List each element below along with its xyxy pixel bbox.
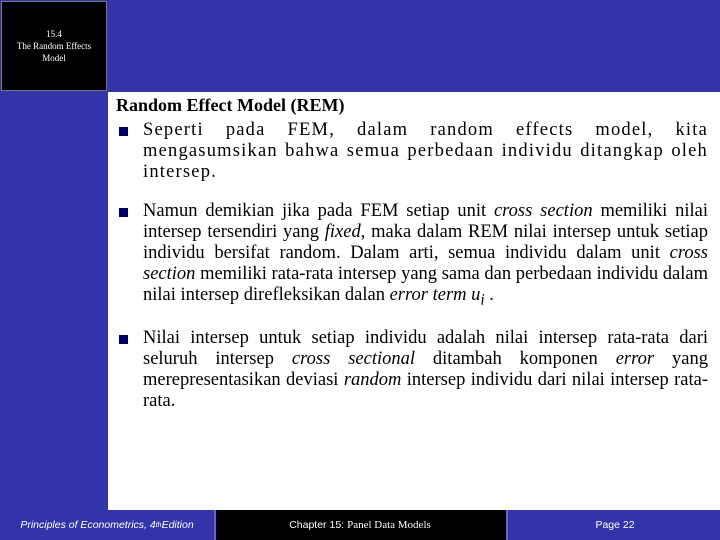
- footer-book-text: Principles of Econometrics, 4: [20, 519, 156, 531]
- slide-title: Random Effect Model (REM): [116, 95, 345, 115]
- square-bullet-icon: [119, 127, 128, 136]
- footer-book-title: [0, 510, 216, 540]
- bullet-3-part: ditambah komponen: [414, 348, 616, 369]
- sidebar-band: [0, 92, 108, 510]
- bullet-3-part: yang merepresentasikan deviasi: [143, 348, 708, 390]
- bullet-2-subscript: i: [480, 291, 485, 309]
- bullet-2-part: Namun demikian jika pada FEM setiap unit: [143, 201, 494, 221]
- bullet-3-italic: cross sectional: [291, 348, 415, 369]
- bullet-2-part: memiliki nilai intersep tersendiri yang: [143, 201, 708, 242]
- bullet-2-part: .: [484, 285, 494, 305]
- bullet-2-part: memiliki rata-rata intersep yang sama dan perbedaan individu dalam nilai intersep direfleksikan dalan: [143, 264, 708, 305]
- bullet-item-1: [116, 120, 708, 183]
- bullet-2-italic: cross section: [493, 201, 593, 221]
- bullet-2-italic: error term u: [389, 285, 481, 305]
- bullet-item-3: [116, 328, 708, 412]
- bullet-2-italic: fixed: [324, 222, 361, 242]
- bullet-2-text: [143, 201, 709, 309]
- footer-bar: [0, 510, 720, 540]
- bullet-item-2: [116, 201, 708, 311]
- footer-book-sup: th: [155, 521, 162, 529]
- bullet-3-part: intersep individu dari nilai intersep rata-rata.: [143, 369, 708, 411]
- footer-chapter: [216, 510, 504, 540]
- bullet-1-text: Seperti pada FEM, dalam random effects model, kita mengasumsikan bahwa semua perbedaan individu ditangkap oleh intersep.: [143, 120, 708, 182]
- bullet-3-text: [143, 328, 708, 411]
- bullet-2-italic: cross section: [143, 243, 708, 284]
- section-number: 15.4: [46, 29, 62, 39]
- section-title-line2: Model: [42, 53, 66, 63]
- bullet-3-italic: random: [343, 369, 402, 390]
- footer-page-number: Page 22: [506, 510, 720, 540]
- bullet-3-part: Nilai intersep untuk setiap individu adalah nilai intersep rata-rata dari seluruh intersep: [143, 327, 708, 369]
- header-band: [0, 0, 720, 92]
- footer-chapter-title: Panel Data Models: [347, 519, 431, 531]
- footer-book-end: Edition: [161, 519, 194, 531]
- square-bullet-icon: [119, 335, 128, 344]
- footer-chapter-prefix: Chapter 15:: [289, 519, 345, 531]
- bullet-2-part: , maka dalam REM nilai intersep untuk setiap individu bersifat random. Dalam arti, semua individu dalam unit: [143, 222, 709, 263]
- bullet-3-italic: error: [615, 348, 655, 369]
- section-title-line1: The Random Effects: [16, 41, 92, 51]
- slide-content: [116, 94, 708, 412]
- square-bullet-icon: [119, 208, 128, 217]
- section-label-box: [1, 1, 107, 91]
